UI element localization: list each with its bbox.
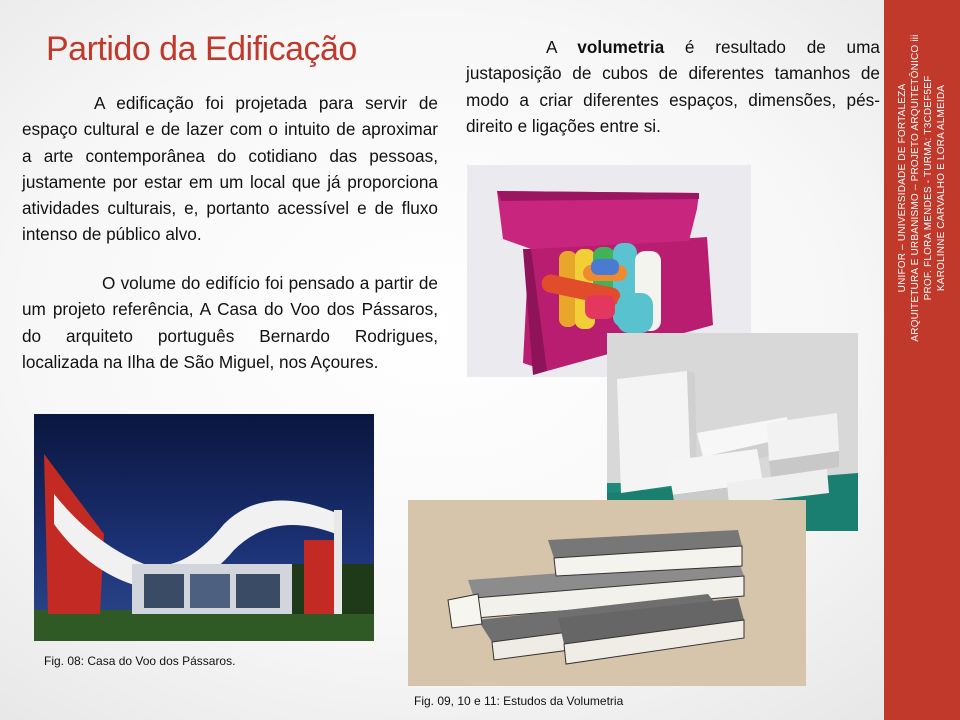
side-banner-text xyxy=(896,3,948,373)
paragraph-volumetry xyxy=(466,34,880,139)
slide-title: Partido da Edificação xyxy=(46,30,357,68)
volumetry-lead: A xyxy=(546,37,578,57)
reference-house-photo xyxy=(34,414,374,641)
volumetry-rest: é resultado de uma justaposição de cubos de diferentes tamanhos de modo a criar diferentes espaços, dimensões, pés-direito e ligações entre si. xyxy=(466,37,880,136)
sidebar-line-3: PROF. FLORA MENDES - TURMA: T3CDEF5EF xyxy=(923,75,934,301)
volumetry-bold-term: volumetria xyxy=(577,37,665,57)
figure-caption-08: Fig. 08: Casa do Voo dos Pássaros. xyxy=(44,654,236,668)
volumetry-sketch-render xyxy=(408,500,806,686)
sidebar-line-4: KAROLINNE CARVALHO E LORA ALMEIDA xyxy=(936,84,947,292)
paragraph-reference: O volume do edifício foi pensado a partir de um projeto referência, A Casa do Voo dos Pássaros, do arquiteto português Bernardo Rodrigues, localizada na Ilha de São Miguel, nos Açoures. xyxy=(22,273,438,372)
sidebar-line-1: UNIFOR – UNIVERSIDADE DE FORTALEZA xyxy=(897,83,908,293)
paragraph-purpose: A edificação foi projetada para servir de espaço cultural e de lazer com o intuito de aproximar a arte contemporânea do cotidiano das pessoas, justamente por estar em um local que já proporciona atividades culturais, e, portanto acessível e de fluxo intenso de público alvo. xyxy=(22,93,438,245)
sidebar-line-2: ARQUITETURA E URBANISMO – PROJETO ARQUITETÔNICO iii xyxy=(910,34,921,342)
figure-caption-09-11: Fig. 09, 10 e 11: Estudos da Volumetria xyxy=(414,694,624,708)
